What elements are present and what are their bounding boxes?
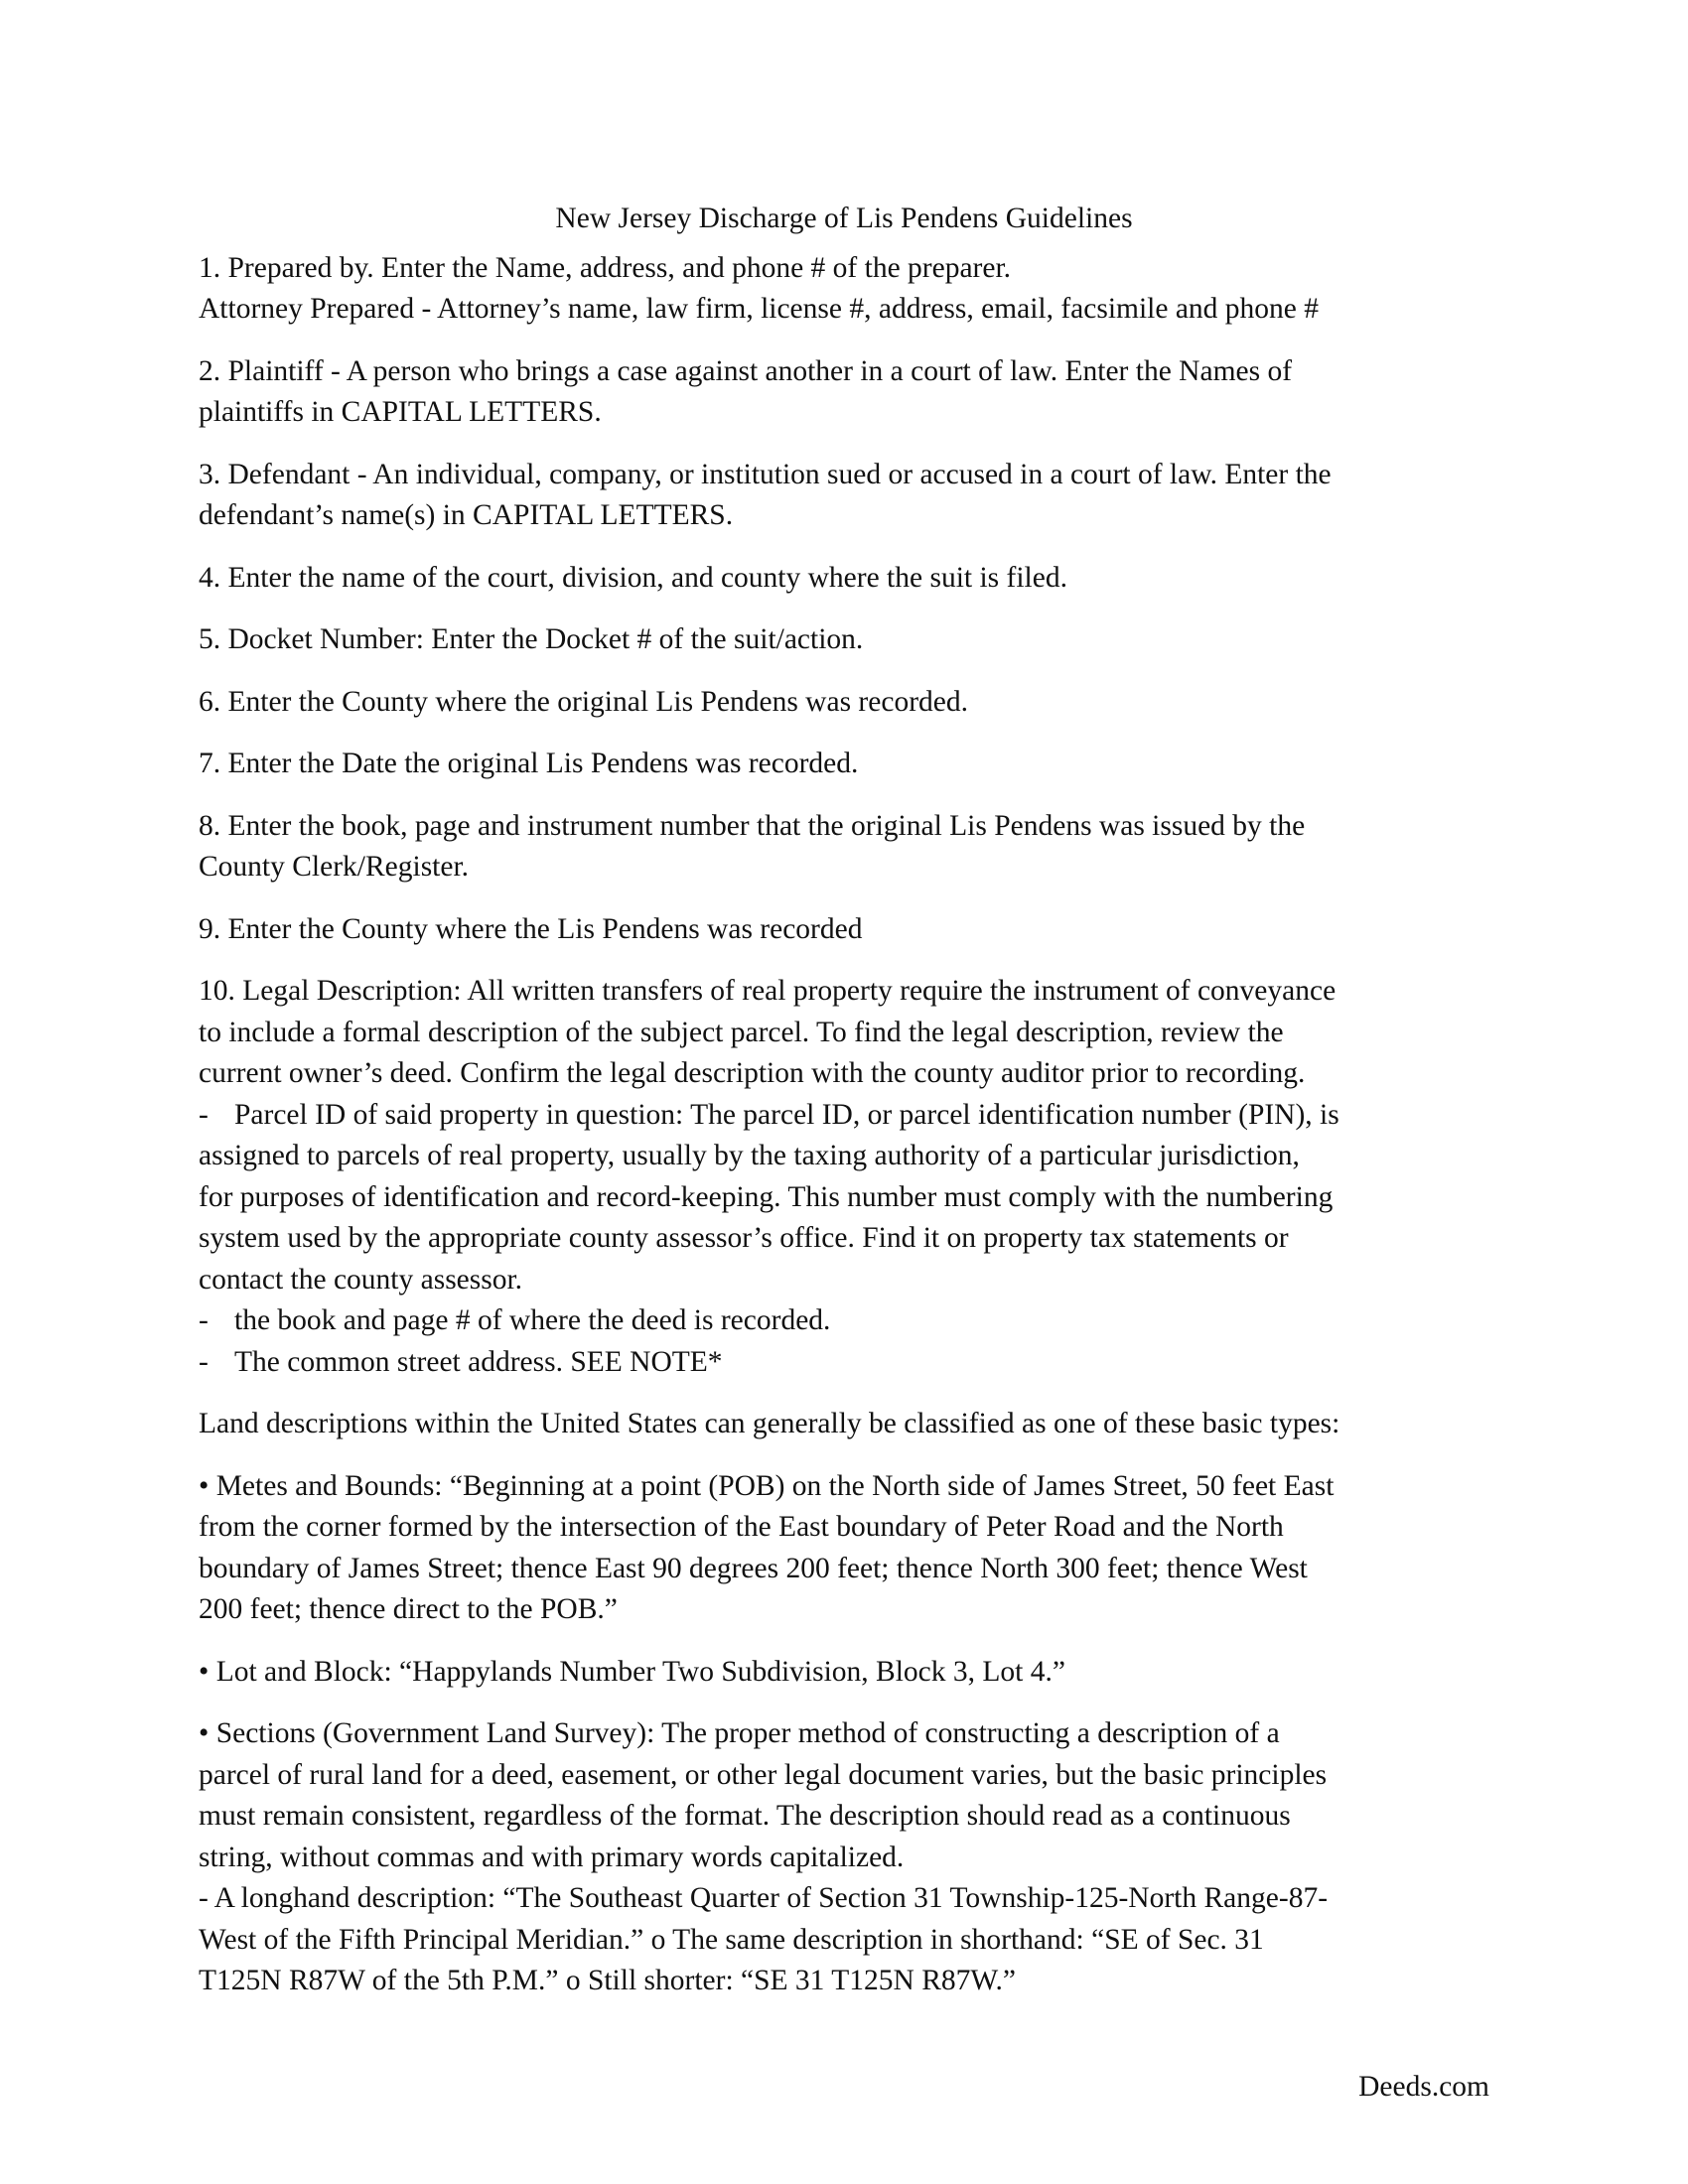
parcel-id-line-3: for purposes of identification and record-keeping. This number must comply with the numbering [199, 1180, 1334, 1213]
item-10-line-1: 10. Legal Description: All written transfers of real property require the instrument of conveyance [199, 975, 1336, 1007]
item-3-line-1: 3. Defendant - An individual, company, or institution sued or accused in a court of law. Enter the [199, 458, 1332, 490]
item-8-line-2: County Clerk/Register. [199, 851, 470, 883]
sections-government-land-survey [199, 1713, 1489, 2002]
dash-marker: - [199, 1304, 209, 1336]
parcel-id-line-4: system used by the appropriate county assessor’s office. Find it on property tax statements or [199, 1222, 1289, 1254]
item-7-date [199, 744, 1489, 785]
land-intro-line: Land descriptions within the United States can generally be classified as one of these basic types: [199, 1408, 1340, 1439]
street-address-bullet [199, 1342, 1489, 1384]
parcel-id-line-2: assigned to parcels of real property, usually by the taxing authority of a particular jurisdiction, [199, 1140, 1300, 1171]
item-10-legal-description [199, 971, 1489, 1383]
item-2-plaintiff [199, 351, 1489, 434]
metes-line-2: from the corner formed by the intersection of the East boundary of Peter Road and the North [199, 1511, 1284, 1543]
book-page-text: the book and page # of where the deed is recorded. [234, 1304, 831, 1336]
lot-and-block [199, 1652, 1489, 1694]
parcel-id-line-1: Parcel ID of said property in question: The parcel ID, or parcel identification number (PIN), is [234, 1098, 1339, 1131]
item-9-line-1: 9. Enter the County where the Lis Pendens was recorded [199, 912, 863, 945]
sections-line-5: - A longhand description: “The Southeast Quarter of Section 31 Township-125-North Range-87- [199, 1882, 1329, 1914]
sections-line-3: must remain consistent, regardless of the format. The description should read as a continuous [199, 1800, 1291, 1832]
metes-line-3: boundary of James Street; thence East 90 degrees 200 feet; thence North 300 feet; thence West [199, 1552, 1308, 1584]
item-1-line-2: Attorney Prepared - Attorney’s name, law firm, license #, address, email, facsimile and phone # [199, 293, 1320, 325]
sections-line-7: T125N R87W of the 5th P.M.” o Still shorter: “SE 31 T125N R87W.” [199, 1965, 1016, 1996]
item-6-line-1: 6. Enter the County where the original Lis Pendens was recorded. [199, 685, 968, 718]
document-page [199, 199, 1489, 2023]
land-descriptions-intro [199, 1404, 1489, 1445]
item-1-prepared-by [199, 248, 1489, 331]
item-6-county [199, 682, 1489, 724]
item-8-book-page [199, 806, 1489, 888]
document-title: New Jersey Discharge of Lis Pendens Guidelines [555, 203, 1133, 234]
metes-and-bounds [199, 1466, 1489, 1631]
book-page-bullet [199, 1300, 1489, 1342]
item-10-line-2: to include a formal description of the subject parcel. To find the legal description, review the [199, 1016, 1284, 1048]
dash-marker: - [199, 1345, 209, 1378]
sections-line-4: string, without commas and with primary words capitalized. [199, 1841, 905, 1873]
item-9-county-recorded [199, 909, 1489, 951]
sections-line-6: West of the Fifth Principal Meridian.” o The same description in shorthand: “SE of Sec. 31 [199, 1923, 1264, 1956]
item-10-line-3: current owner’s deed. Confirm the legal description with the county auditor prior to recording. [199, 1057, 1306, 1089]
item-3-line-2: defendant’s name(s) in CAPITAL LETTERS. [199, 499, 734, 531]
parcel-id-bullet [199, 1095, 1489, 1137]
metes-line-1: • Metes and Bounds: “Beginning at a point (POB) on the North side of James Street, 50 feet East [199, 1469, 1335, 1502]
dash-marker: - [199, 1098, 209, 1131]
metes-line-4: 200 feet; thence direct to the POB.” [199, 1593, 618, 1625]
item-4-line-1: 4. Enter the name of the court, division, and county where the suit is filed. [199, 561, 1067, 594]
street-address-text: The common street address. SEE NOTE* [234, 1345, 723, 1378]
item-8-line-1: 8. Enter the book, page and instrument number that the original Lis Pendens was issued by the [199, 809, 1306, 842]
item-3-defendant [199, 455, 1489, 537]
sections-line-2: parcel of rural land for a deed, easement, or other legal document varies, but the basic principles [199, 1758, 1328, 1791]
lot-block-line: • Lot and Block: “Happylands Number Two Subdivision, Block 3, Lot 4.” [199, 1655, 1065, 1688]
item-4-court [199, 558, 1489, 600]
parcel-id-line-5: contact the county assessor. [199, 1263, 523, 1296]
sections-line-1: • Sections (Government Land Survey): The proper method of constructing a description of a [199, 1717, 1280, 1749]
footer-brand: Deeds.com [1358, 2071, 1489, 2103]
item-2-line-2: plaintiffs in CAPITAL LETTERS. [199, 396, 602, 428]
item-2-line-1: 2. Plaintiff - A person who brings a case against another in a court of law. Enter the Names of [199, 354, 1293, 387]
item-5-line-1: 5. Docket Number: Enter the Docket # of the suit/action. [199, 623, 864, 655]
item-7-line-1: 7. Enter the Date the original Lis Pendens was recorded. [199, 748, 859, 779]
item-1-line-1: 1. Prepared by. Enter the Name, address, and phone # of the preparer. [199, 251, 1012, 284]
item-5-docket [199, 619, 1489, 661]
